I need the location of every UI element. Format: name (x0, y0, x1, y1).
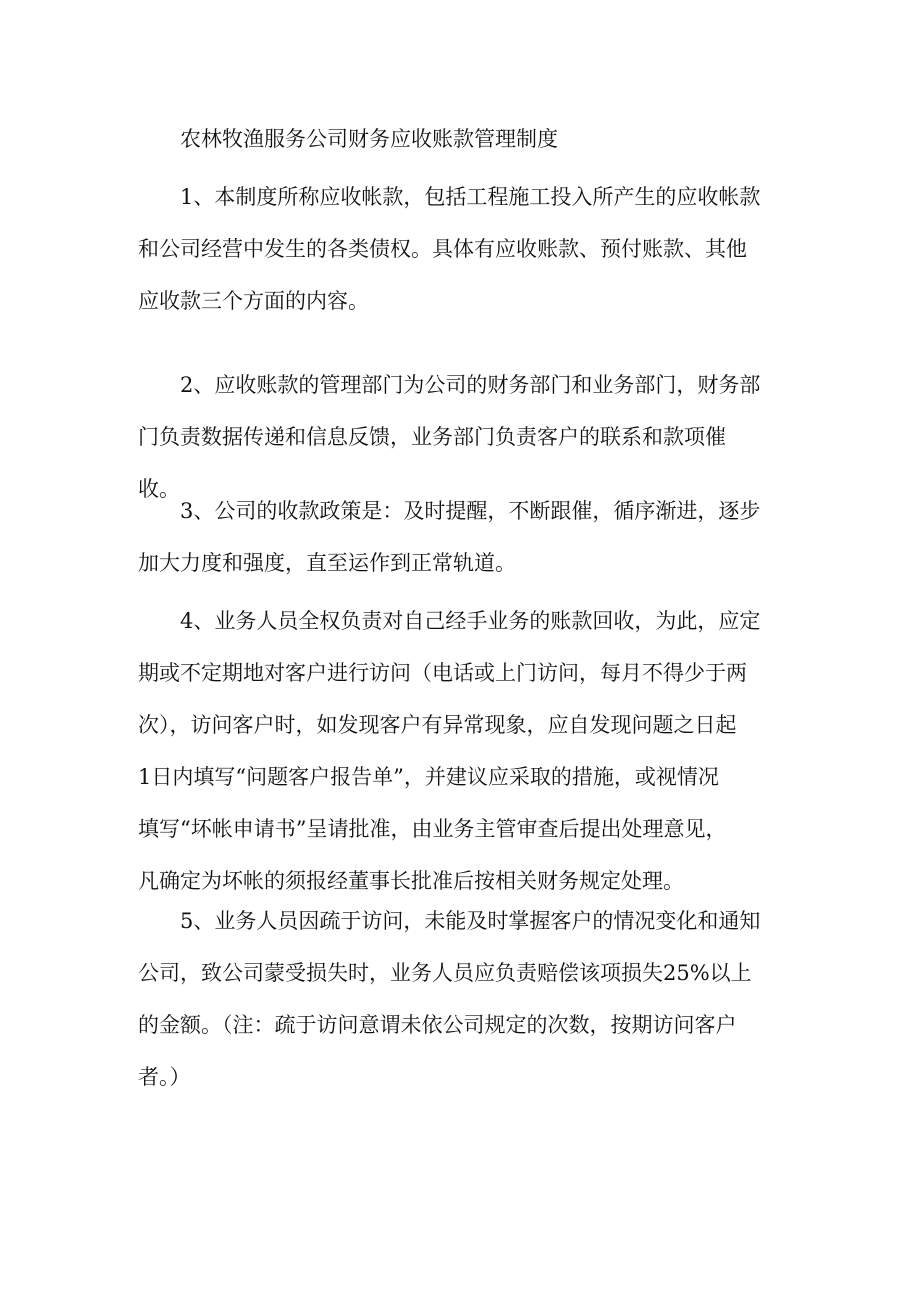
paragraph-line: 2、应收账款的管理部门为公司的财务部门和业务部门，财务部 (180, 373, 761, 397)
paragraph-line: 填写“坏帐申请书”呈请批准，由业务主管审查后提出处理意见， (138, 817, 727, 841)
paragraph-line: 和公司经营中发生的各类债权。具体有应收账款、预付账款、其他 (138, 237, 747, 261)
paragraph-line: 公司，致公司蒙受损失时，业务人员应负责赔偿该项损失25%以上 (138, 961, 752, 985)
paragraph-line: 门负责数据传递和信息反馈，业务部门负责客户的联系和款项催 (138, 425, 726, 449)
paragraph-line: 5、业务人员因疏于访问，未能及时掌握客户的情况变化和通知 (180, 909, 761, 933)
paragraph-line: 应收款三个方面的内容。 (138, 289, 369, 313)
paragraph-line: 凡确定为坏帐的须报经董事长批准后按相关财务规定处理。 (138, 869, 684, 893)
paragraph-4 (138, 595, 778, 907)
paragraph-line: 1日内填写“问题客户报告单”，并建议应采取的措施，或视情况 (138, 765, 719, 789)
paragraph-line: 3、公司的收款政策是：及时提醒，不断跟催，循序渐进，逐步 (180, 499, 761, 523)
paragraph-line: 收。 (138, 477, 180, 501)
paragraph-line: 1、本制度所称应收帐款，包括工程施工投入所产生的应收帐款 (180, 185, 761, 209)
paragraph-line: 加大力度和强度，直至运作到正常轨道。 (138, 551, 516, 575)
paragraph-line: 期或不定期地对客户进行访问（电话或上门访问，每月不得少于两 (138, 661, 747, 685)
paragraph-line: 者。） (138, 1065, 191, 1089)
paragraph-1 (138, 171, 778, 327)
paragraph-line: 的金额。（注：疏于访问意谓未依公司规定的次数，按期访问客户 (138, 1013, 737, 1037)
paragraph-line: 次），访问客户时，如发现客户有异常现象，应自发现问题之日起 (138, 713, 737, 737)
paragraph-line: 4、业务人员全权负责对自己经手业务的账款回收，为此，应定 (180, 609, 761, 633)
document-title: 农林牧渔服务公司财务应收账款管理制度 (180, 127, 558, 151)
paragraph-3 (138, 485, 778, 589)
paragraph-5 (138, 895, 778, 1103)
